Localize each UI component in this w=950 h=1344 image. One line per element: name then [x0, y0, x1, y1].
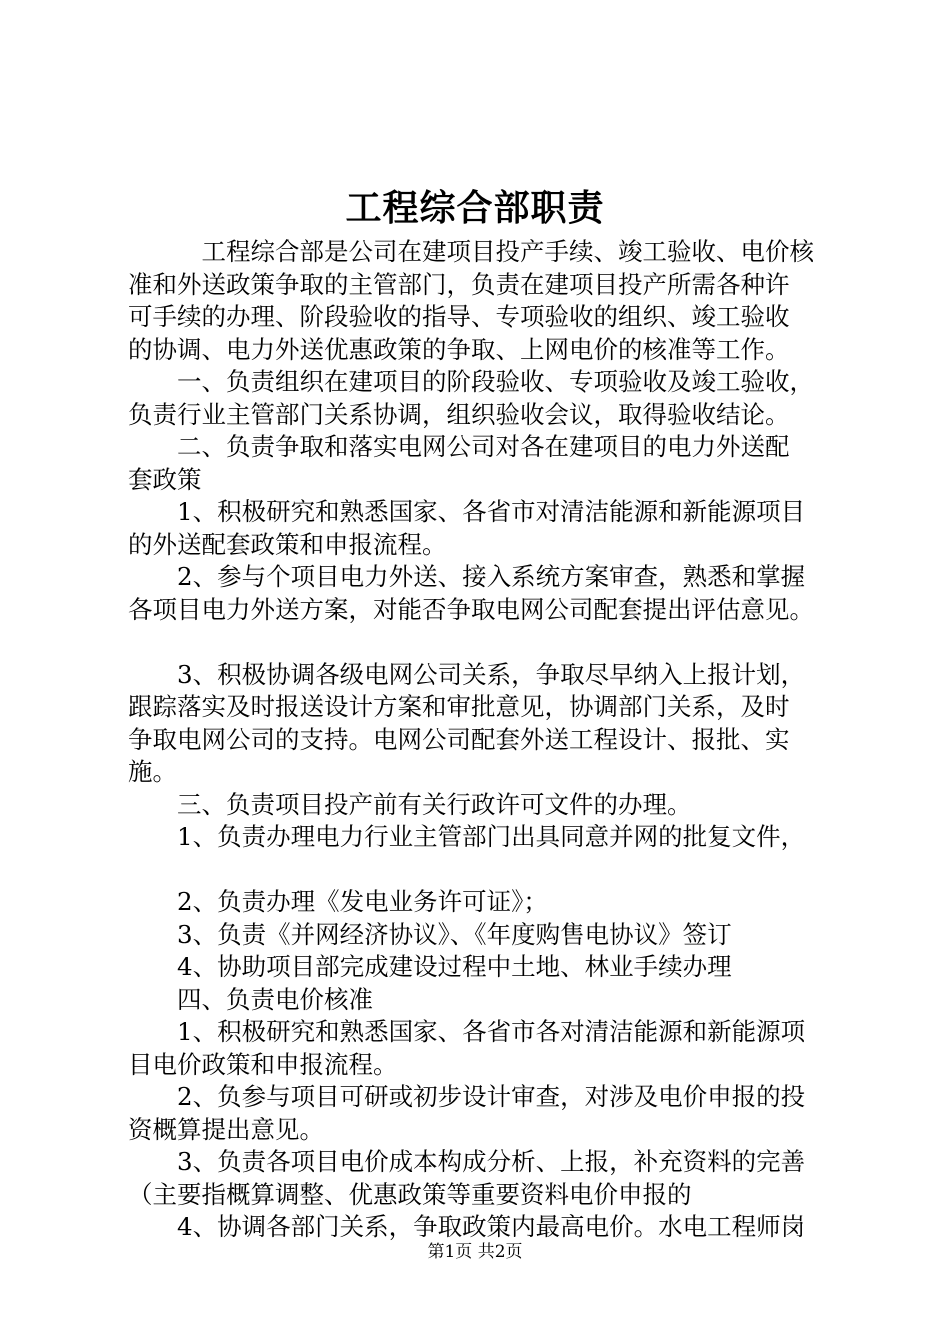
blank-line: [128, 854, 858, 887]
paragraph-line: 准和外送政策争取的主管部门，负责在建项目投产所需各种许: [128, 269, 790, 299]
paragraph-line: 工程综合部是公司在建项目投产手续、竣工验收、电价核: [128, 237, 814, 266]
paragraph-line: 4、协调各部门关系，争取政策内最高电价。水电工程师岗: [128, 1212, 806, 1241]
paragraph-line: 1、积极研究和熟悉国家、各省市对清洁能源和新能源项目: [128, 497, 806, 526]
paragraph-line: 可手续的办理、阶段验收的指导、专项验收的组织、竣工验收: [128, 302, 790, 331]
paragraph-line: 的协调、电力外送优惠政策的争取、上网电价的核准等工作。: [128, 334, 790, 364]
paragraph-line: 三、负责项目投产前有关行政许可文件的办理。: [128, 789, 692, 819]
paragraph-line: 2、参与个项目电力外送、接入系统方案审查，熟悉和掌握: [128, 562, 806, 591]
paragraph-line: 资概算提出意见。: [128, 1114, 324, 1144]
paragraph-line: 的外送配套政策和申报流程。: [128, 529, 447, 559]
paragraph-line: 2、负参与项目可研或初步设计审查，对涉及电价申报的投: [128, 1082, 806, 1111]
paragraph-line: 2、负责办理《发电业务许可证》；: [128, 887, 548, 916]
paragraph-line: 各项目电力外送方案，对能否争取电网公司配套提出评估意见。: [128, 594, 814, 624]
paragraph-line: （主要指概算调整、优惠政策等重要资料电价申报的: [128, 1179, 692, 1209]
paragraph-line: 跟踪落实及时报送设计方案和审批意见，协调部门关系，及时: [128, 692, 790, 721]
paragraph-line: 四、负责电价核准: [128, 984, 373, 1014]
paragraph-line: 3、积极协调各级电网公司关系，争取尽早纳入上报计划，: [128, 659, 806, 689]
paragraph-line: 3、负责《并网经济协议》、《年度购售电协议》签订: [128, 919, 732, 949]
paragraph-line: 一、负责组织在建项目的阶段验收、专项验收及竣工验收，: [128, 367, 814, 396]
document-title: 工程综合部职责: [345, 187, 605, 229]
paragraph-line: 3、负责各项目电价成本构成分析、上报，补充资料的完善: [128, 1147, 806, 1176]
paragraph-line: 目电价政策和申报流程。: [128, 1049, 398, 1079]
paragraph-line: 1、积极研究和熟悉国家、各省市各对清洁能源和新能源项: [128, 1017, 806, 1046]
paragraph-line: 争取电网公司的支持。电网公司配套外送工程设计、报批、实: [128, 724, 790, 754]
paragraph-line: 二、负责争取和落实电网公司对各在建项目的电力外送配: [128, 432, 790, 461]
paragraph-line: 负责行业主管部门关系协调，组织验收会议，取得验收结论。: [128, 399, 790, 429]
paragraph-line: 施。: [128, 757, 177, 786]
document-body: [128, 236, 858, 1244]
page-footer: 第1页 共2页: [427, 1242, 523, 1262]
paragraph-line: 套政策: [128, 464, 202, 494]
blank-line: [128, 626, 858, 659]
paragraph-line: 1、负责办理电力行业主管部门出具同意并网的批复文件，: [128, 822, 806, 851]
paragraph-line: 4、协助项目部完成建设过程中土地、林业手续办理: [128, 952, 732, 981]
